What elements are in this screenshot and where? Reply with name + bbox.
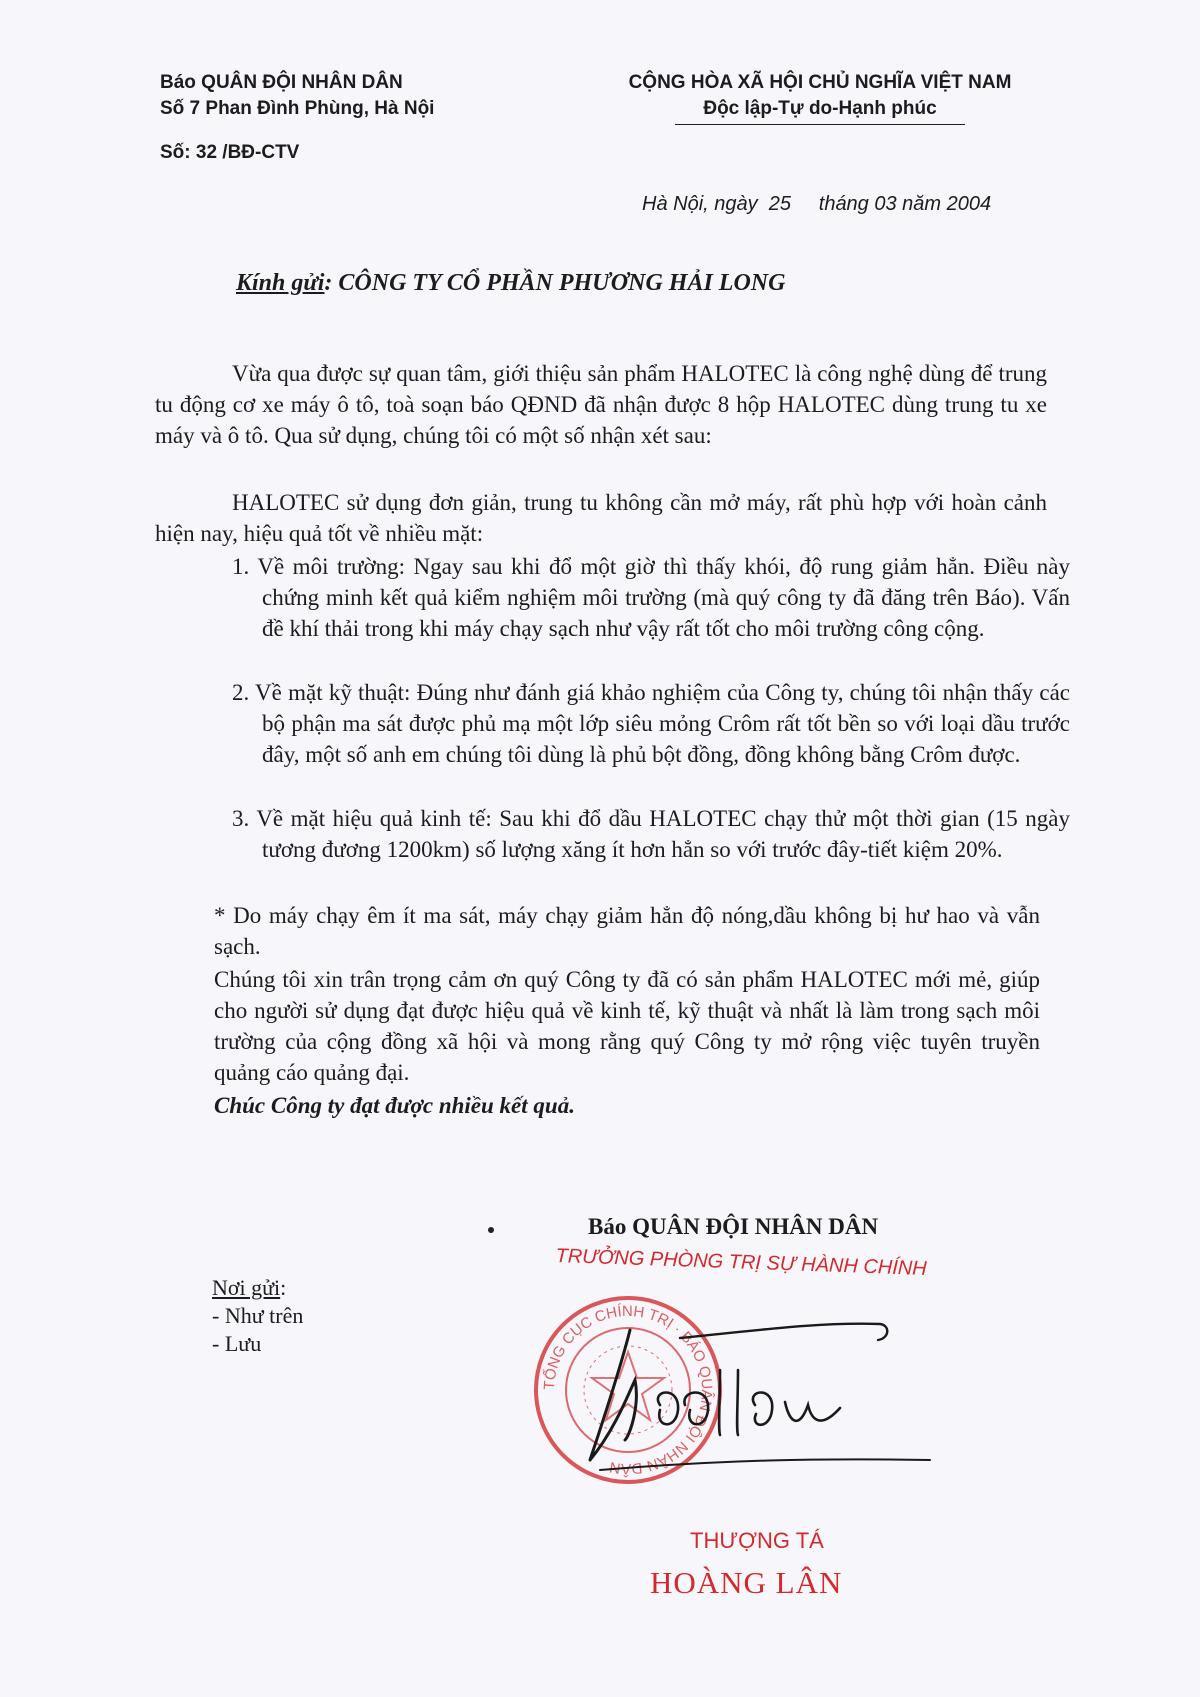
document-number: Số: 32 /BĐ-CTV: [160, 142, 300, 163]
recipient-item: - Lưu: [212, 1331, 262, 1356]
signature-org: Báo QUÂN ĐỘI NHÂN DÂN: [588, 1214, 879, 1239]
national-motto: Độc lập-Tự do-Hạnh phúc: [703, 98, 937, 119]
seal-ring-textpath: TỔNG CỤC CHÍNH TRỊ · BÁO QUÂN ĐỘI NHÂN DÂN: [540, 1302, 716, 1478]
sender-block: [160, 70, 434, 166]
recipients-heading: [212, 1274, 303, 1302]
recipient-line: [236, 270, 785, 297]
signer-rank: THƯỢNG TÁ: [690, 1528, 824, 1553]
intro-paragraph: Vừa qua được sự quan tâm, giới thiệu sản phẩm HALOTEC là công nghệ dùng để trung tu động cơ xe máy ô tô, toà soạn báo QĐND đã nhận được 8 hộp HALOTEC dùng trung tu xe máy và ô tô. Qua sử dụng, chúng tôi có một số nhận xét sau:: [155, 361, 1047, 448]
sender-org-name: Báo QUÂN ĐỘI NHÂN DÂN: [160, 72, 403, 93]
handwritten-signature: [560, 1310, 940, 1480]
motto-underline: [675, 124, 965, 125]
bullet-dot: [488, 1227, 494, 1233]
signer-name: HOÀNG LÂN: [650, 1565, 843, 1600]
national-heading: [600, 70, 1040, 125]
recipients-block: [212, 1274, 303, 1358]
thanks-paragraph: Chúng tôi xin trân trọng cảm ơn quý Công ty đã có sản phẩm HALOTEC mới mẻ, giúp cho người sử dụng đạt được hiệu quả về kinh tế, kỹ thuật và nhất là làm trong sạch môi trường của cộng đồng xã hội và mong rằng quý Công ty mở rộng việc tuyên truyền quảng cáo quảng đại.: [214, 967, 1040, 1085]
summary-paragraph: HALOTEC sử dụng đơn giản, trung tu không cần mở máy, rất phù hợp với hoàn cảnh hiện nay, hiệu quả tốt về nhiều mặt:: [155, 490, 1047, 546]
signature-position: TRƯỞNG PHÒNG TRỊ SỰ HÀNH CHÍNH: [555, 1245, 928, 1280]
closing-line: Chúc Công ty đạt được nhiều kết quả.: [214, 1093, 575, 1118]
recipient-name: : CÔNG TY CỔ PHẦN PHƯƠNG HẢI LONG: [324, 270, 786, 296]
sender-address: Số 7 Phan Đình Phùng, Hà Nội: [160, 98, 435, 119]
list-item-economic: 3. Về mặt hiệu quả kinh tế: Sau khi đổ dầu HALOTEC chạy thử một thời gian (15 ngày tương đương 1200km) số lượng xăng ít hơn hẳn so với trước đây-tiết kiệm 20%.: [232, 806, 1070, 862]
recipients-colon: :: [280, 1275, 287, 1300]
list-item-environment: 1. Về môi trường: Ngay sau khi đổ một giờ thì thấy khói, độ rung giảm hẳn. Điều này chứng minh kết quả kiểm nghiệm môi trường (mà quý công ty đã đăng trên Báo). Vấn đề khí thải trong khi máy chạy sạch như vậy rất tốt cho môi trường công cộng.: [232, 554, 1070, 641]
list-item-technical: 2. Về mặt kỹ thuật: Đúng như đánh giá khảo nghiệm của Công ty, chúng tôi nhận thấy các bộ phận ma sát được phủ mạ một lớp siêu mỏng Crôm rất tốt bền so với loại dầu trước đây, một số anh em chúng tôi dùng là phủ bột đồng, đồng không bằng Crôm được.: [232, 680, 1070, 767]
recipient-item: - Như trên: [212, 1303, 304, 1328]
recipient-label: Kính gửi: [236, 270, 325, 296]
recipients-label: Nơi gửi: [212, 1275, 281, 1300]
note-paragraph: * Do máy chạy êm ít ma sát, máy chạy giảm hẳn độ nóng,dầu không bị hư hao và vẫn sạch.: [214, 903, 1040, 959]
date-line: Hà Nội, ngày 25 tháng 03 năm 2004: [642, 193, 992, 215]
country-name: CỘNG HÒA XÃ HỘI CHỦ NGHĨA VIỆT NAM: [628, 72, 1012, 93]
